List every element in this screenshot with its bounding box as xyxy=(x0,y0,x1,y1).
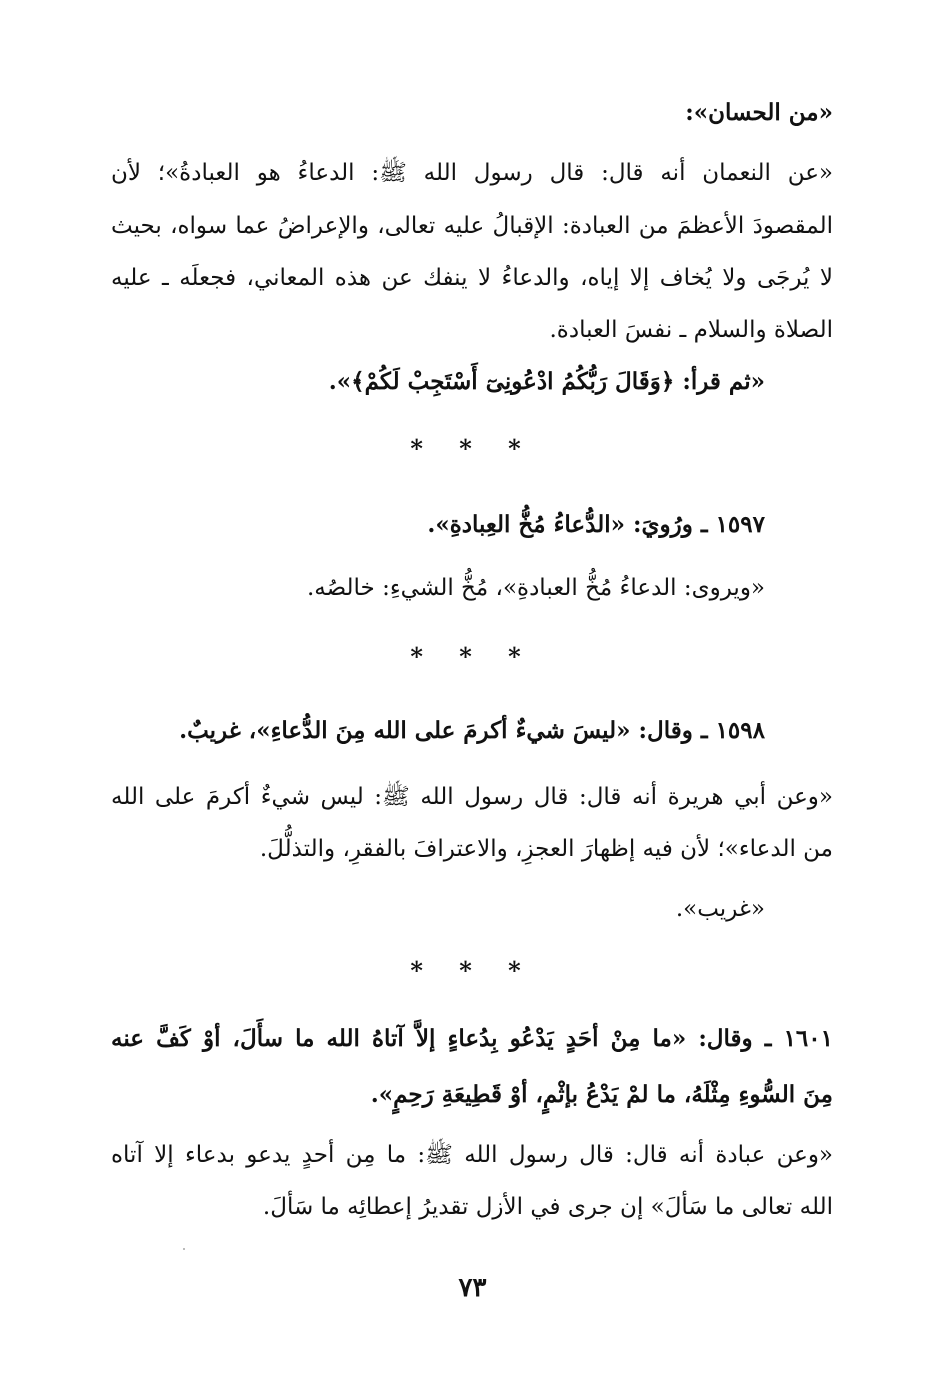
hadith-1601-continued: مِنَ السُّوءِ مِثْلَهُ، ما لمْ يَدْعُ بإثْمٍ، أوْ قَطِيعَةِ رَحِمٍ». xyxy=(370,1081,833,1108)
hadith-1597: ١٥٩٧ ـ ورُويَ: «الدُّعاءُ مُخُّ العِبادةِ». xyxy=(427,511,765,538)
separator: * * * xyxy=(410,956,535,985)
separator: * * * xyxy=(410,642,535,671)
hadith-1598: ١٥٩٨ ـ وقال: «ليسَ شيءٌ أكرمَ على الله مِنَ الدُّعاءِ»، غريبٌ. xyxy=(179,717,765,744)
hadith-1601: ١٦٠١ ـ وقال: «ما مِنْ أحَدٍ يَدْعُو بِدُعاءٍ إلاَّ آتاهُ الله ما سأَلَ، أوْ كَفَّ عنه xyxy=(111,1025,833,1052)
quran-quote-line: «ثم قرأ: ﴿وَقَالَ رَبُّكُمُ ادْعُونِىٓ أَسْتَجِبْ لَكُمْ﴾». xyxy=(328,368,765,395)
text-line: «عن النعمان أنه قال: قال رسول الله ﷺ: الدعاءُ هو العبادةُ»؛ لأن xyxy=(111,160,833,186)
text-line: «غريب». xyxy=(675,896,765,922)
text-line: «وعن عبادة أنه قال: قال رسول الله ﷺ: ما مِن أحدٍ يدعو بدعاء إلا آتاه xyxy=(111,1142,833,1168)
text-line: من الدعاء»؛ لأن فيه إظهارَ العجزِ، والاعترافَ بالفقرِ، والتذلُّلَ. xyxy=(259,836,833,862)
text-line: الله تعالى ما سَألَ» إن جرى في الأزل تقديرُ إعطائِه ما سَألَ. xyxy=(262,1194,833,1220)
text-line: المقصودَ الأعظمَ من العبادة: الإقبالُ عليه تعالى، والإعراضُ عما سواه، بحيث xyxy=(111,213,833,239)
text-line: لا يُرجَى ولا يُخاف إلا إياه، والدعاءُ لا ينفك عن هذه المعاني، فجعلَه ـ عليه xyxy=(111,265,833,291)
separator: * * * xyxy=(410,434,535,463)
text-line: الصلاة والسلام ـ نفسَ العبادة. xyxy=(549,317,833,343)
section-heading: «من الحسان»: xyxy=(685,99,833,126)
commentary-line: «ويروى: الدعاءُ مُخُّ العبادةِ»، مُخُّ الشيءِ: خالصُه. xyxy=(306,575,765,601)
text-line: «وعن أبي هريرة أنه قال: قال رسول الله ﷺ: ليس شيءٌ أكرمَ على الله xyxy=(111,784,833,810)
page-number: ٧٣ xyxy=(458,1273,487,1303)
scan-mark xyxy=(183,1248,185,1250)
